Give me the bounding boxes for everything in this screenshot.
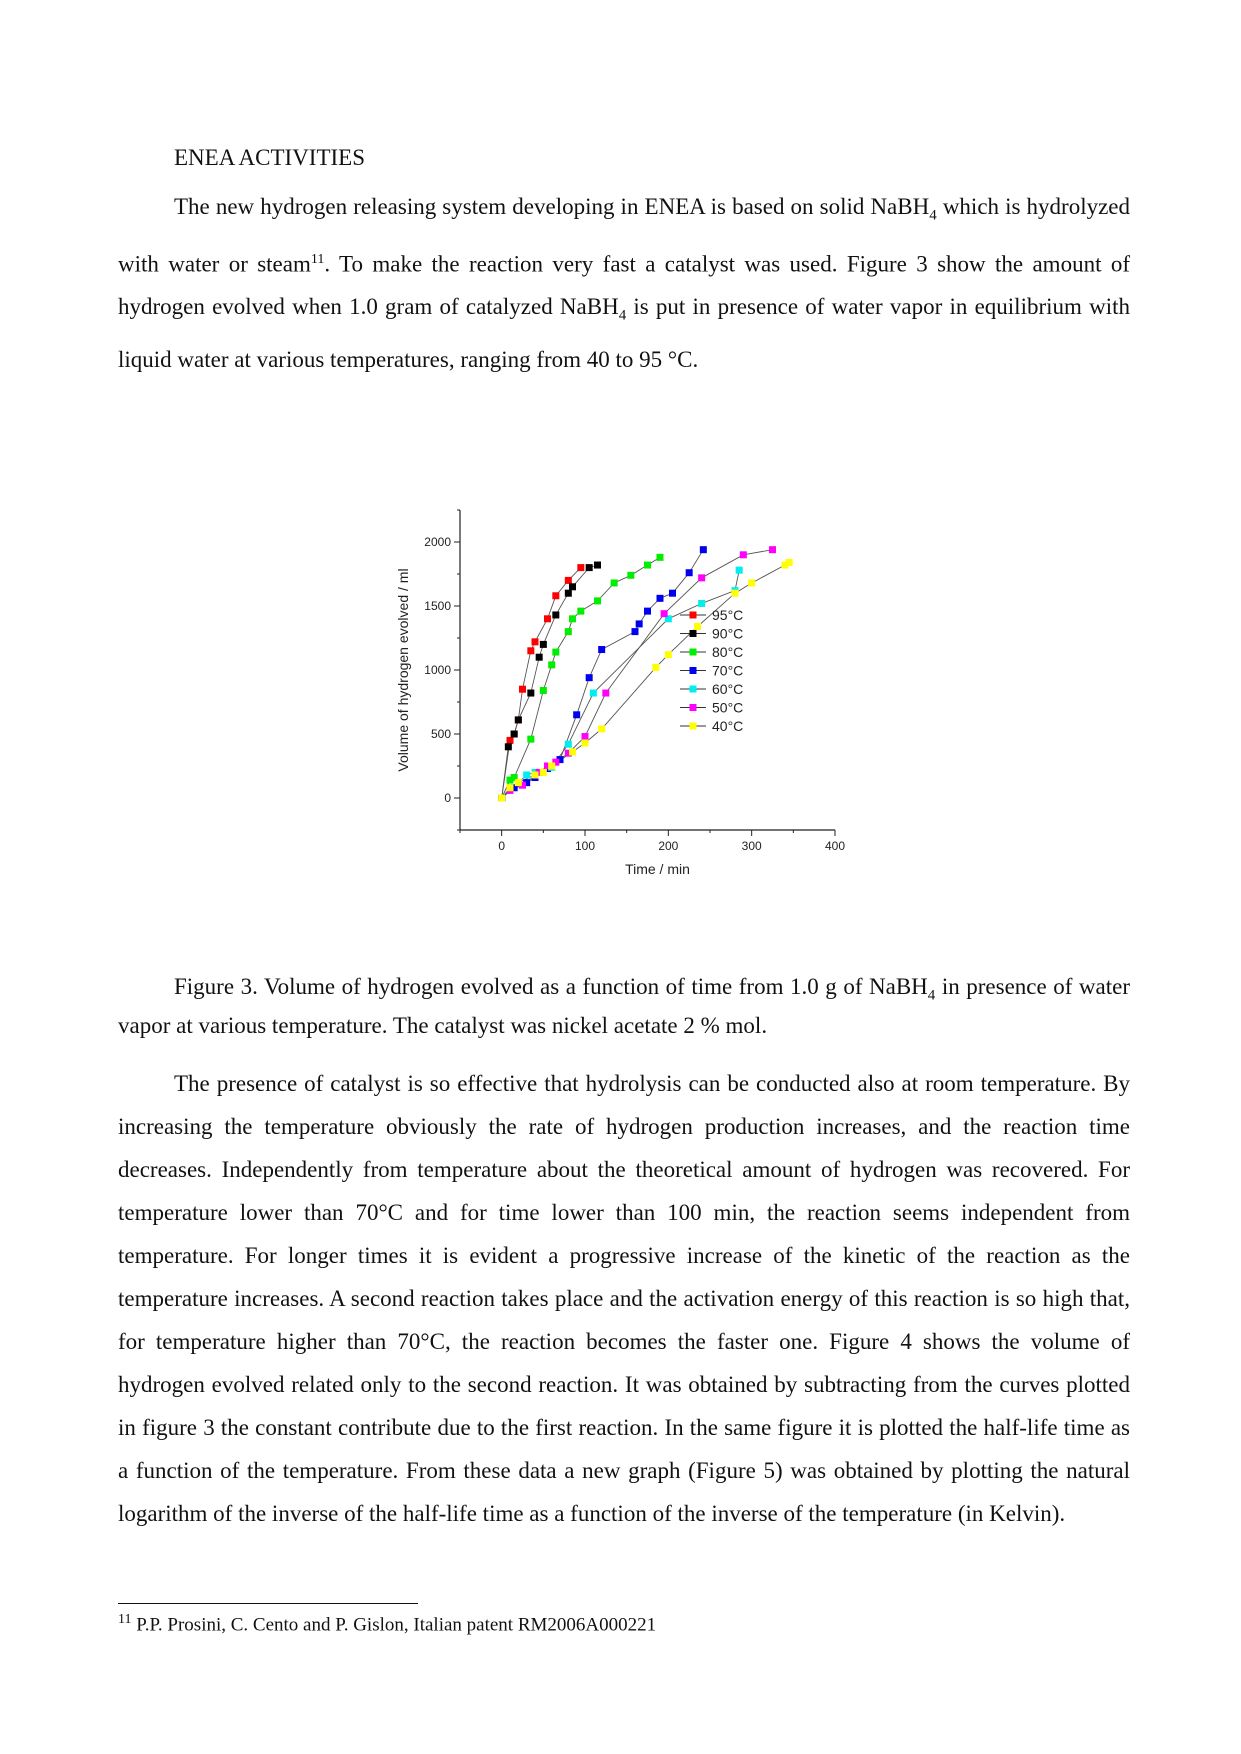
series-line-95°C bbox=[502, 568, 581, 798]
data-point bbox=[507, 737, 514, 744]
footnote bbox=[118, 1612, 656, 1636]
data-point bbox=[669, 590, 676, 597]
legend-marker bbox=[690, 704, 697, 711]
data-point bbox=[569, 615, 576, 622]
data-point bbox=[548, 763, 555, 770]
data-point bbox=[657, 595, 664, 602]
x-tick-label: 100 bbox=[574, 839, 596, 853]
data-point bbox=[548, 661, 555, 668]
data-point bbox=[544, 615, 551, 622]
x-tick-label: 0 bbox=[498, 839, 506, 853]
intro-paragraph bbox=[118, 185, 1130, 381]
legend-marker bbox=[690, 630, 697, 637]
data-point bbox=[652, 664, 659, 671]
x-tick-label: 200 bbox=[658, 839, 679, 853]
chart-svg bbox=[380, 480, 920, 900]
data-point bbox=[552, 592, 559, 599]
data-point bbox=[586, 674, 593, 681]
data-point bbox=[590, 690, 597, 697]
data-point bbox=[569, 748, 576, 755]
data-point bbox=[700, 546, 707, 553]
data-point bbox=[748, 579, 755, 586]
data-point bbox=[569, 583, 576, 590]
data-point bbox=[598, 646, 605, 653]
data-point bbox=[532, 771, 539, 778]
data-point bbox=[507, 784, 514, 791]
data-point bbox=[786, 559, 793, 566]
data-point bbox=[698, 574, 705, 581]
data-point bbox=[611, 579, 618, 586]
y-tick-label: 1500 bbox=[424, 599, 451, 613]
data-point bbox=[515, 716, 522, 723]
legend-label: 80°C bbox=[712, 644, 744, 660]
data-point bbox=[657, 554, 664, 561]
data-point bbox=[627, 572, 634, 579]
intro-text-1: The new hydrogen releasing system developing in ENEA is based on solid NaBH bbox=[174, 194, 930, 219]
legend-label: 90°C bbox=[712, 625, 744, 642]
data-point bbox=[519, 686, 526, 693]
figure-3-chart bbox=[380, 480, 920, 900]
x-tick-label: 300 bbox=[741, 839, 762, 853]
data-point bbox=[636, 620, 643, 627]
data-point bbox=[532, 638, 539, 645]
data-point bbox=[577, 564, 584, 571]
data-point bbox=[732, 590, 739, 597]
data-point bbox=[565, 741, 572, 748]
intro-text-2: which is hydrolyzed with water or steam bbox=[118, 194, 1131, 277]
data-point bbox=[552, 649, 559, 656]
footnote-divider bbox=[118, 1603, 418, 1604]
data-point bbox=[740, 551, 747, 558]
legend-label: 60°C bbox=[712, 681, 744, 697]
data-point bbox=[505, 743, 512, 750]
legend-label: 95°C bbox=[712, 607, 744, 623]
data-point bbox=[632, 628, 639, 635]
data-point bbox=[594, 597, 601, 604]
legend-marker bbox=[690, 612, 697, 619]
legend-label: 50°C bbox=[712, 699, 744, 716]
caption-text-1: Figure 3. Volume of hydrogen evolved as a function of time from 1.0 g of NaBH bbox=[174, 974, 928, 999]
data-point bbox=[540, 687, 547, 694]
data-point bbox=[565, 628, 572, 635]
legend-marker bbox=[690, 723, 697, 730]
data-point bbox=[736, 567, 743, 574]
figure-caption bbox=[118, 972, 1130, 1040]
data-point bbox=[582, 733, 589, 740]
caption-text-2: in presence of water vapor at various temperature. The catalyst was nickel acetate 2 % mol. bbox=[118, 974, 1130, 1038]
footnote-text: P.P. Prosini, C. Cento and P. Gislon, Italian patent RM2006A000221 bbox=[131, 1614, 657, 1636]
y-tick-label: 0 bbox=[444, 791, 451, 805]
intro-text-3: . To make the reaction very fast a catalyst was used. Figure 3 show the amount of hydrogen evolved when 1.0 gram of catalyzed NaBH bbox=[118, 251, 1130, 320]
data-point bbox=[582, 739, 589, 746]
legend-label: 70°C bbox=[712, 662, 744, 679]
data-point bbox=[540, 769, 547, 776]
section-heading: ENEA ACTIVITIES bbox=[174, 145, 366, 170]
data-point bbox=[552, 611, 559, 618]
data-point bbox=[565, 577, 572, 584]
data-point bbox=[769, 546, 776, 553]
data-point bbox=[661, 610, 668, 617]
intro-text-4: is put in presence of water vapor in equilibrium with liquid water at various temperatures, ranging from 40 to 95 °C. bbox=[118, 294, 1130, 372]
footnote-ref[interactable]: 11 bbox=[310, 251, 325, 267]
data-point bbox=[594, 562, 601, 569]
data-point bbox=[665, 651, 672, 658]
data-point bbox=[527, 647, 534, 654]
data-point bbox=[523, 771, 530, 778]
data-point bbox=[602, 690, 609, 697]
data-point bbox=[686, 569, 693, 576]
data-point bbox=[644, 562, 651, 569]
data-point bbox=[527, 690, 534, 697]
legend-marker bbox=[690, 649, 697, 656]
y-axis-label: Volume of hydrogen evolved / ml bbox=[395, 568, 411, 772]
data-point bbox=[598, 725, 605, 732]
y-tick-label: 500 bbox=[430, 727, 451, 741]
intro-subscript-2: 4 bbox=[618, 307, 627, 324]
intro-subscript-1: 4 bbox=[929, 207, 937, 224]
footnote-number: 11 bbox=[118, 1612, 132, 1627]
data-point bbox=[565, 590, 572, 597]
data-point bbox=[586, 564, 593, 571]
series-line-70°C bbox=[502, 550, 704, 798]
discussion-paragraph: The presence of catalyst is so effective that hydrolysis can be conducted also at room temperature. By increasing the temperature obviously the rate of hydrogen production increases, and the reaction time decreases. Independently from temperature about the theoretical amount of hydrogen was recovered. For temperature lower than 70°C and for time lower than 100 min, the reaction seems independent from temperature. For longer times it is evident a progressive increase of the kinetic of the reaction as the temperature increases. A second reaction takes place and the activation energy of this reaction is so high that, for temperature higher than 70°C, the reaction becomes the faster one. Figure 4 shows the volume of hydrogen evolved related only to the second reaction. It was obtained by subtracting from the curves plotted in figure 3 the constant contribute due to the first reaction. In the same figure it is plotted the half-life time as a function of the temperature. From these data a new graph (Figure 5) was obtained by plotting the natural logarithm of the inverse of the half-life time as a function of the inverse of the temperature (in Kelvin). bbox=[118, 1071, 1130, 1526]
legend-label: 40°C bbox=[712, 718, 744, 734]
caption-subscript: 4 bbox=[927, 987, 936, 1004]
data-point bbox=[527, 736, 534, 743]
data-point bbox=[498, 795, 505, 802]
legend-marker bbox=[690, 667, 697, 674]
y-tick-label: 1000 bbox=[424, 663, 451, 677]
data-point bbox=[644, 608, 651, 615]
x-tick-label: 400 bbox=[824, 839, 846, 853]
y-tick-label: 2000 bbox=[424, 535, 451, 549]
data-point bbox=[511, 731, 518, 738]
data-point bbox=[573, 711, 580, 718]
data-point bbox=[540, 641, 547, 648]
data-point bbox=[515, 779, 522, 786]
data-point bbox=[577, 608, 584, 615]
data-point bbox=[698, 600, 705, 607]
data-point bbox=[536, 654, 543, 661]
legend-marker bbox=[690, 686, 697, 693]
x-axis-label: Time / min bbox=[625, 861, 690, 877]
data-point bbox=[694, 623, 701, 630]
